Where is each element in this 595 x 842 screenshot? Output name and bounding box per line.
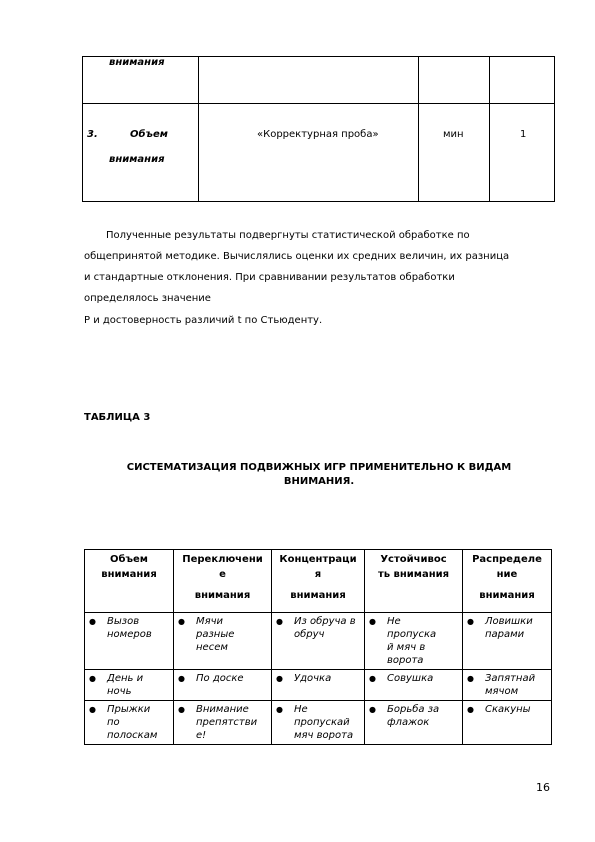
- table-cell: [174, 670, 272, 701]
- game-name: По доске: [196, 673, 244, 684]
- header-line: я: [314, 569, 322, 580]
- game-name: Запятнай мячом: [485, 673, 536, 697]
- game-name: Удочка: [294, 673, 332, 684]
- column-header: [85, 550, 174, 613]
- table-cell: [85, 701, 174, 745]
- bullet-icon: ●: [178, 674, 185, 683]
- game-name: Борьба за флажок: [387, 704, 440, 728]
- row-label: внимания: [109, 57, 165, 68]
- table-label: ТАБЛИЦА 3: [84, 412, 151, 423]
- header-line: внимания: [194, 590, 251, 601]
- bullet-icon: ●: [89, 674, 96, 683]
- row-number: 3.: [87, 129, 98, 140]
- game-name: Внимание препятстви е!: [196, 704, 258, 741]
- method-name: «Корректурная проба»: [257, 129, 379, 140]
- table-title-line: ВНИМАНИЯ.: [283, 476, 355, 487]
- table-cell: [490, 57, 555, 104]
- paragraph-line: P и достоверность различий t по Стьюденту.: [84, 315, 323, 326]
- table-cell: [83, 57, 199, 104]
- table-cell: [365, 670, 463, 701]
- bullet-icon: ●: [467, 674, 474, 683]
- table-cell: [463, 613, 552, 670]
- table-title-line: СИСТЕМАТИЗАЦИЯ ПОДВИЖНЫХ ИГР ПРИМЕНИТЕЛЬНО К ВИДАМ: [126, 462, 512, 473]
- column-header: [272, 550, 365, 613]
- row-label: Объем: [130, 129, 168, 140]
- header-line: е: [219, 569, 226, 580]
- game-name: Вызов номеров: [107, 616, 152, 640]
- column-header: [463, 550, 552, 613]
- header-line: Объем: [110, 554, 148, 565]
- table-cell: [85, 670, 174, 701]
- game-name: Скакуны: [485, 704, 531, 715]
- table-cell: [365, 701, 463, 745]
- game-name: Ловишки парами: [485, 616, 533, 640]
- value: 1: [520, 129, 527, 140]
- header-line: ть внимания: [377, 569, 450, 580]
- table-cell: [272, 670, 365, 701]
- header-line: ние: [496, 569, 518, 580]
- game-name: Прыжки по полоскам: [107, 704, 158, 741]
- table-row: [85, 670, 552, 701]
- paragraph-line: общепринятой методике. Вычислялись оценки их средних величин, их разница: [84, 251, 510, 262]
- paragraph-line: определялось значение: [84, 293, 211, 304]
- methods-table: [82, 56, 555, 202]
- game-name: Не пропуска й мяч в ворота: [387, 616, 437, 666]
- table-cell: [174, 701, 272, 745]
- table-row: [83, 104, 555, 202]
- table-header-row: [85, 550, 552, 613]
- bullet-icon: ●: [89, 617, 96, 626]
- header-line: Распределе: [472, 554, 542, 565]
- bullet-icon: ●: [369, 674, 376, 683]
- bullet-icon: ●: [89, 705, 96, 714]
- table-cell: [419, 57, 490, 104]
- table-cell: [419, 104, 490, 202]
- table-cell: [272, 613, 365, 670]
- bullet-icon: ●: [369, 705, 376, 714]
- header-line: Устойчивос: [380, 554, 447, 565]
- bullet-icon: ●: [276, 674, 283, 683]
- paragraph-line: Полученные результаты подвергнуты статистической обработке по: [106, 230, 470, 241]
- table-row: [85, 701, 552, 745]
- table-cell: [199, 104, 419, 202]
- table-cell: [463, 701, 552, 745]
- column-header: [174, 550, 272, 613]
- header-line: внимания: [290, 590, 346, 601]
- row-label: внимания: [109, 154, 165, 165]
- bullet-icon: ●: [276, 705, 283, 714]
- bullet-icon: ●: [467, 617, 474, 626]
- header-line: Переключени: [182, 554, 263, 565]
- header-line: внимания: [101, 569, 157, 580]
- table-cell: [85, 613, 174, 670]
- game-name: Совушка: [387, 673, 434, 684]
- table-cell: [199, 57, 419, 104]
- header-line: внимания: [479, 590, 535, 601]
- table-row: [85, 613, 552, 670]
- bullet-icon: ●: [467, 705, 474, 714]
- results-paragraph: [84, 225, 564, 309]
- table-cell: [83, 104, 199, 202]
- bullet-icon: ●: [276, 617, 283, 626]
- header-line: Концентраци: [279, 554, 357, 565]
- bullet-icon: ●: [178, 617, 185, 626]
- game-name: Не пропускай мяч ворота: [294, 704, 354, 741]
- paragraph-line: и стандартные отклонения. При сравнивании результатов обработки: [84, 272, 455, 283]
- table-row: [83, 57, 555, 104]
- page-number: 16: [536, 781, 550, 794]
- table-cell: [272, 701, 365, 745]
- unit: мин: [443, 129, 464, 140]
- table-cell: [463, 670, 552, 701]
- table-cell: [490, 104, 555, 202]
- column-header: [365, 550, 463, 613]
- table-cell: [174, 613, 272, 670]
- game-name: Мячи разные несем: [196, 616, 235, 653]
- table-cell: [365, 613, 463, 670]
- bullet-icon: ●: [178, 705, 185, 714]
- games-table: [84, 549, 552, 745]
- table-title: [84, 461, 554, 489]
- bullet-icon: ●: [369, 617, 376, 626]
- game-name: День и ночь: [107, 673, 144, 697]
- game-name: Из обруча в обруч: [294, 616, 356, 640]
